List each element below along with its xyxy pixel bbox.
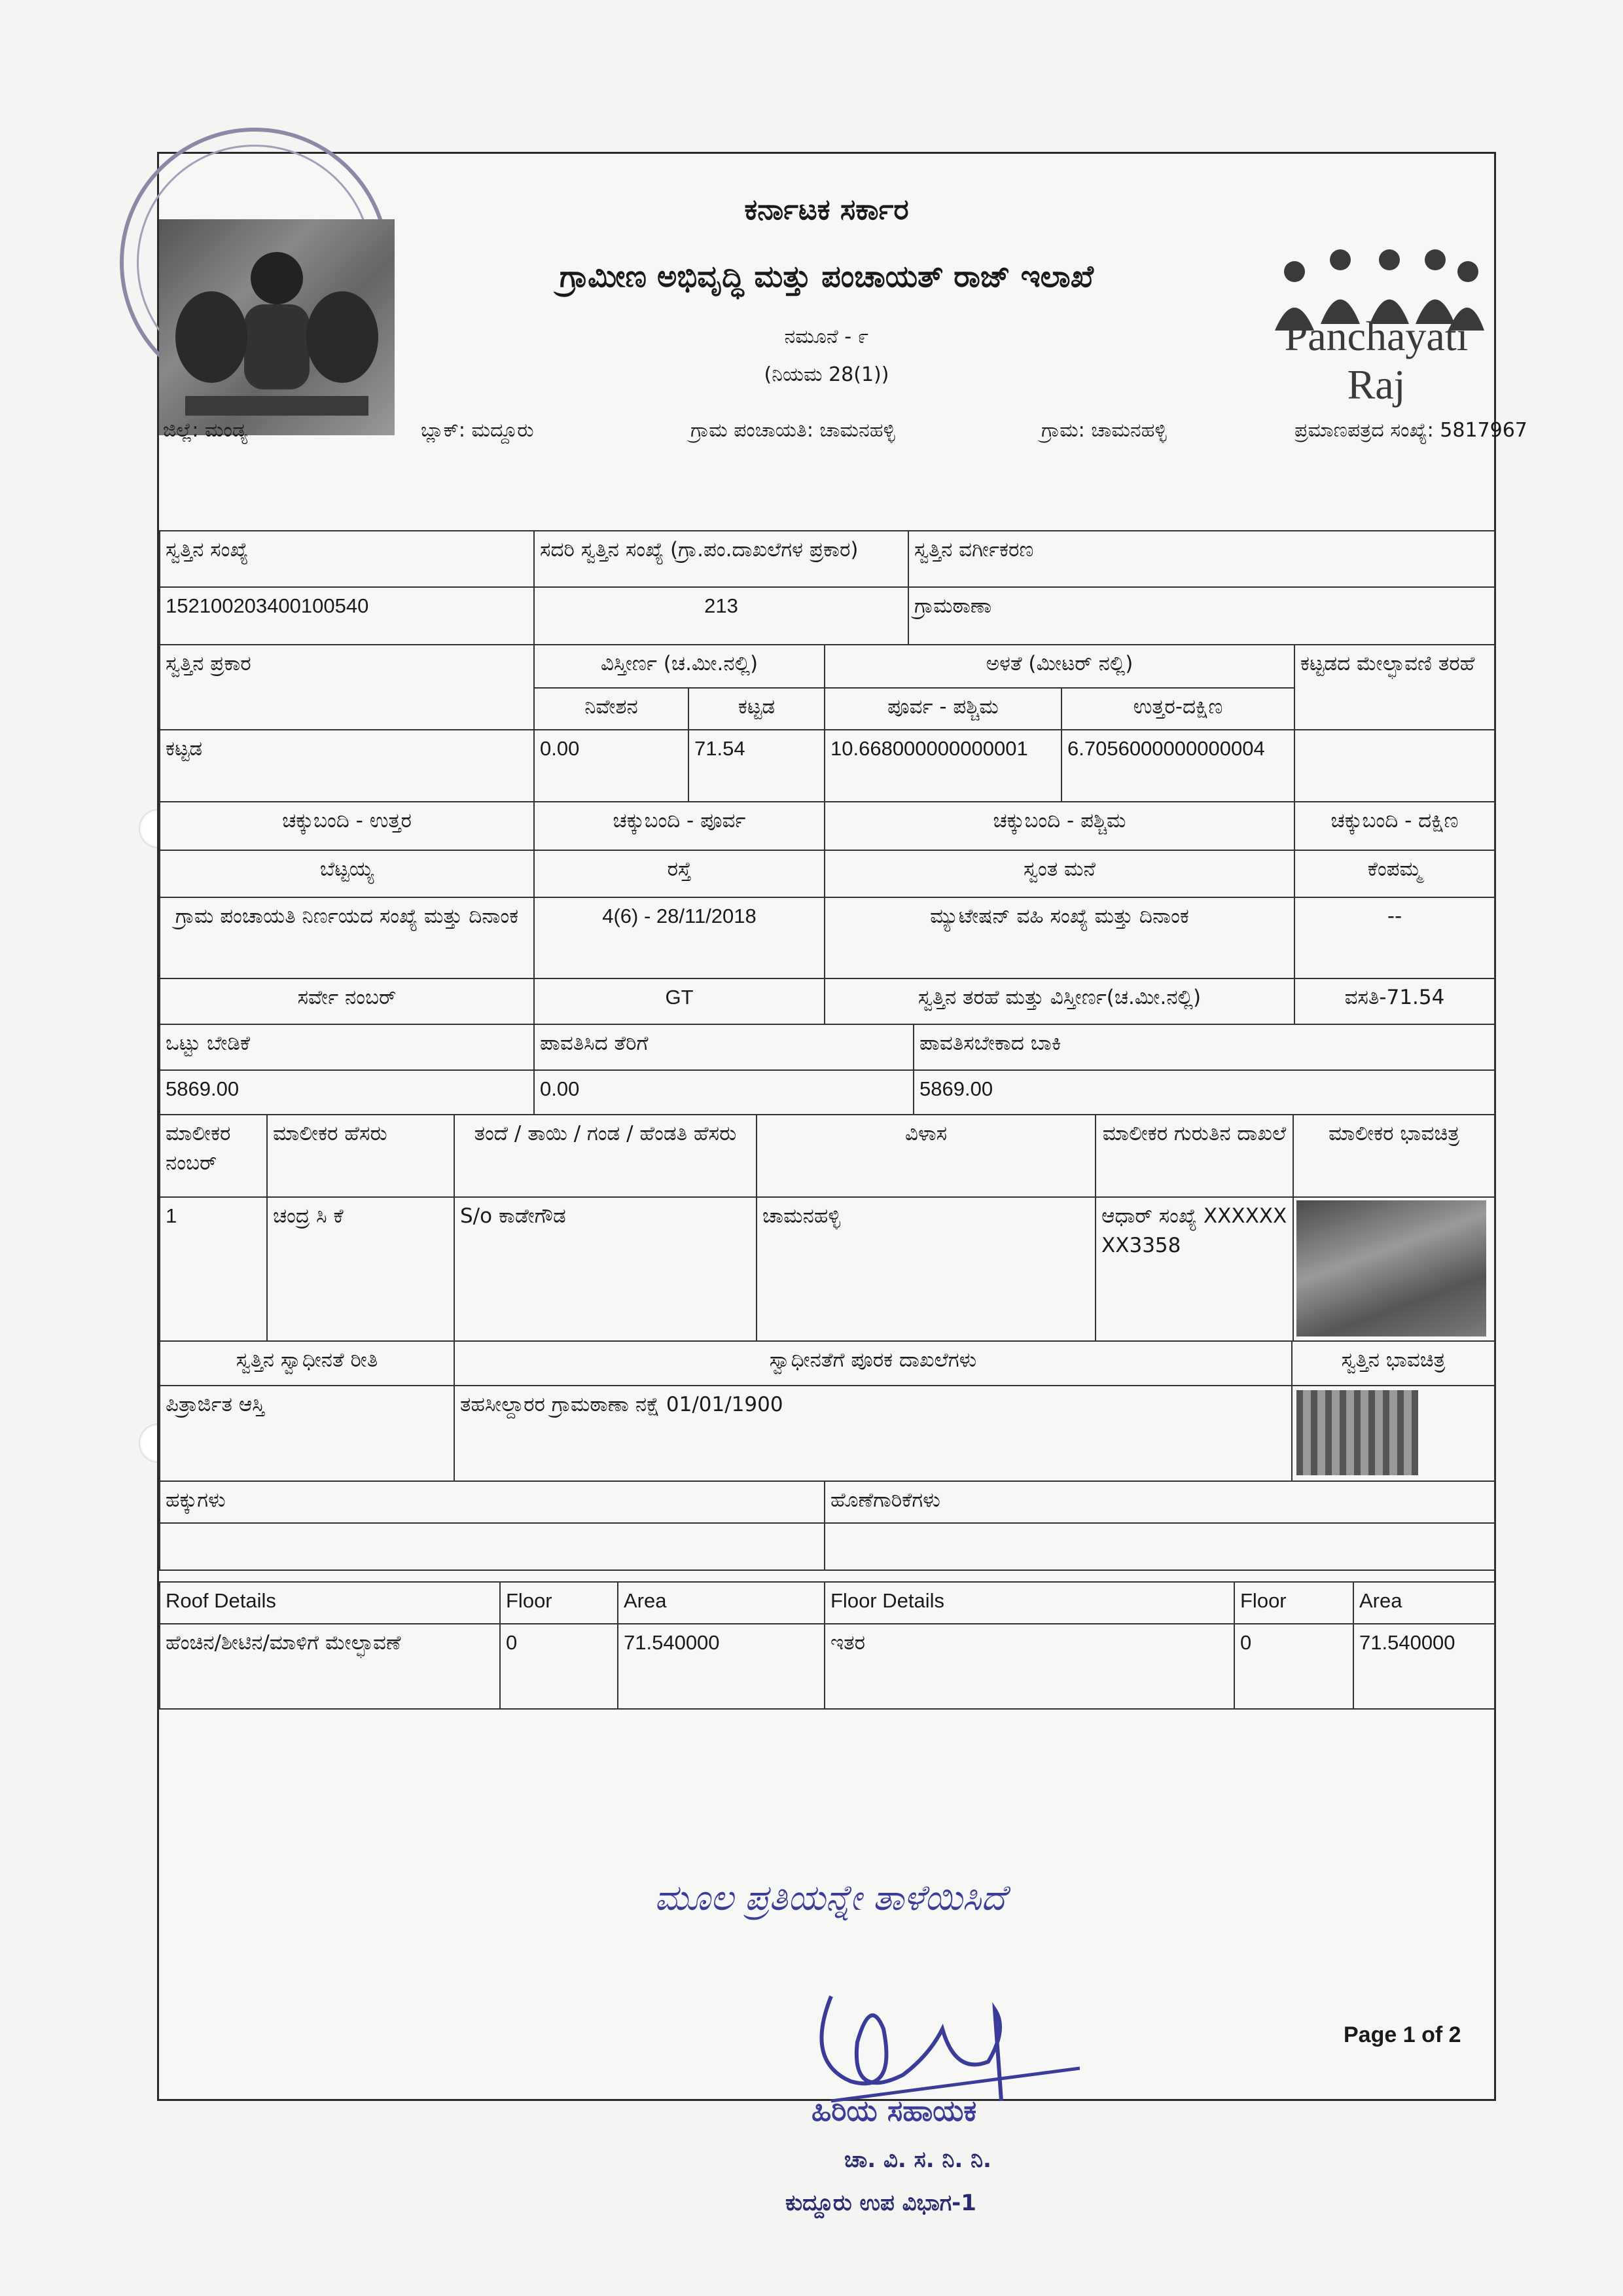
property-id-label: ಸ್ವತ್ತಿನ ಸಂಖ್ಯೆ (160, 531, 534, 587)
roof-area-label: Area (618, 1582, 825, 1624)
classification-value: ಗ್ರಾಮಠಾಣಾ (908, 587, 1495, 645)
south-label: ಚಕ್ಕುಬಂದಿ - ದಕ್ಷಿಣ (1294, 802, 1495, 850)
mutation-value: -- (1294, 897, 1495, 978)
ownership-docs-label: ಸ್ವಾಧೀನತೆಗೆ ಪೂರಕ ದಾಖಲೆಗಳು (454, 1341, 1292, 1386)
floor-details-label: Floor Details (825, 1582, 1234, 1624)
government-title: ಕರ್ನಾಟಕ ಸರ್ಕಾರ (744, 193, 909, 226)
south-value: ಕೆಂಪಮ್ಮ (1294, 850, 1495, 897)
id-document-value: ಆಧಾರ್ ಸಂಖ್ಯೆ XXXXXXXX3358 (1096, 1197, 1293, 1341)
roof-floor-value: 0 (500, 1624, 618, 1709)
type-value: ಕಟ್ಟಡ (160, 730, 534, 802)
survey-value: GT (534, 978, 825, 1024)
address-label: ವಿಳಾಸ (757, 1115, 1096, 1197)
site-label: ನಿವೇಶನ (534, 688, 688, 730)
property-photo-label: ಸ್ವತ್ತಿನ ಭಾವಚಿತ್ರ (1292, 1341, 1495, 1386)
survey-label: ಸರ್ವೇ ನಂಬರ್ (160, 978, 534, 1024)
form-number: ನಮೂನೆ - ೯ (784, 325, 869, 348)
site-value: 0.00 (534, 730, 688, 802)
property-table (159, 530, 1495, 645)
resolution-value: 4(6) - 28/11/2018 (534, 897, 825, 978)
balance-due-label: ಪಾವತಿಸಬೇಕಾದ ಬಾಕಿ (914, 1024, 1495, 1070)
owner-no-label: ಮಾಲೀಕರ ನಂಬರ್ (160, 1115, 267, 1197)
paid-tax-value: 0.00 (534, 1070, 914, 1115)
building-label: ಕಟ್ಟಡ (688, 688, 825, 730)
property-photo (1296, 1390, 1418, 1475)
address-value: ಚಾಮನಹಳ್ಳಿ (757, 1197, 1096, 1341)
tax-table (159, 1024, 1495, 1115)
ownership-table (159, 1340, 1495, 1482)
roof-type-label: ಕಟ್ಟಡದ ಮೇಲ್ಛಾವಣಿ ತರಹೆ (1294, 645, 1495, 730)
division-stamp: ಕುದ್ದೂರು ಉಪ ವಿಭಾಗ-1 (785, 2190, 976, 2216)
rights-table (159, 1480, 1495, 1571)
floor-details-value: ಇತರ (825, 1624, 1234, 1709)
building-value: 71.54 (688, 730, 825, 802)
owner-table (159, 1114, 1495, 1342)
mutation-label: ಮ್ಯುಟೇಷನ್ ವಹಿ ಸಂಖ್ಯೆ ಮತ್ತು ದಿನಾಂಕ (825, 897, 1294, 978)
location-line (159, 419, 1527, 452)
department-title: ಗ್ರಾಮೀಣ ಅಭಿವೃದ್ಧಿ ಮತ್ತು ಪಂಚಾಯತ್ ರಾಜ್ ಇಲಾಖೆ (560, 259, 1094, 294)
measure-label: ಅಳತೆ (ಮೀಟರ್ ನಲ್ಲಿ) (825, 645, 1294, 688)
rights-label: ಹಕ್ಕುಗಳು (160, 1481, 825, 1523)
north-south-label: ಉತ್ತರ-ದಕ್ಷಿಣ (1061, 688, 1294, 730)
total-demand-value: 5869.00 (160, 1070, 534, 1115)
classification-label: ಸ್ವತ್ತಿನ ವರ್ಗೀಕರಣ (908, 531, 1495, 587)
header (159, 154, 1527, 504)
west-value: ಸ್ವಂತ ಮನೆ (825, 850, 1294, 897)
type-area-label: ಸ್ವತ್ತಿನ ತರಹೆ ಮತ್ತು ವಿಸ್ತೀರ್ಣ(ಚ.ಮೀ.ನಲ್ಲಿ) (825, 978, 1294, 1024)
total-demand-label: ಒಟ್ಟು ಬೇಡಿಕೆ (160, 1024, 534, 1070)
floor-floor-label: Floor (1234, 1582, 1353, 1624)
relation-label: ತಂದೆ / ತಾಯಿ / ಗಂಡ / ಹೆಂಡತಿ ಹೆಸರು (454, 1115, 757, 1197)
property-id-value: 152100203400100540 (160, 587, 534, 645)
ownership-docs-value: ತಹಸೀಲ್ದಾರರ ಗ್ರಾಮಠಾಣಾ ನಕ್ಷೆ 01/01/1900 (454, 1386, 1292, 1481)
owner-photo (1296, 1200, 1486, 1336)
page-number: Page 1 of 2 (1344, 2022, 1461, 2047)
area-label: ವಿಸ್ತೀರ್ಣ (ಚ.ಮೀ.ನಲ್ಲಿ) (534, 645, 825, 688)
roof-floor-table (159, 1581, 1495, 1710)
relation-value: S/o ಕಾಡೇಗೌಡ (454, 1197, 757, 1341)
paid-tax-label: ಪಾವತಿಸಿದ ತೆರಿಗೆ (534, 1024, 914, 1070)
sadari-value: 213 (534, 587, 908, 645)
ownership-mode-label: ಸ್ವತ್ತಿನ ಸ್ವಾಧೀನತೆ ರೀತಿ (160, 1341, 454, 1386)
rule-number: (ನಿಯಮ 28(1)) (764, 363, 889, 386)
north-value: ಬೆಟ್ಟಯ್ಯ (160, 850, 534, 897)
owner-name-label: ಮಾಲೀಕರ ಹೆಸರು (267, 1115, 454, 1197)
type-label: ಸ್ವತ್ತಿನ ಪ್ರಕಾರ (160, 645, 534, 730)
designation-stamp: ಹಿರಿಯ ಸಹಾಯಕ (812, 2094, 977, 2128)
east-west-value: 10.668000000000001 (825, 730, 1061, 802)
floor-area-label: Area (1353, 1582, 1495, 1624)
attestation-note: ಮೂಲ ಪ್ರತಿಯನ್ನೇ ತಾಳೆಯಿಸಿದೆ (654, 1877, 1006, 1918)
gram-panchayat: ಗ್ರಾಮ ಪಂಚಾಯತಿ: ಚಾಮನಹಳ್ಳಿ (690, 419, 895, 442)
office-stamp: ಚಾ. ವಿ. ಸ. ನಿ. ನಿ. (844, 2147, 991, 2173)
floor-floor-value: 0 (1234, 1624, 1353, 1709)
type-area-value: ವಸತಿ-71.54 (1294, 978, 1495, 1024)
roof-details-value: ಹೆಂಚಿನ/ಶೀಟಿನ/ಮಾಳಿಗೆ ಮೇಲ್ಛಾವಣೆ (160, 1624, 500, 1709)
roof-details-label: Roof Details (160, 1582, 500, 1624)
certificate-number: ಪ್ರಮಾಣಪತ್ರದ ಸಂಖ್ಯೆ: 5817967 (1294, 419, 1527, 442)
floor-area-value: 71.540000 (1353, 1624, 1495, 1709)
id-document-label: ಮಾಲೀಕರ ಗುರುತಿನ ದಾಖಲೆ (1096, 1115, 1293, 1197)
roof-type-value (1294, 730, 1495, 802)
boundaries-table (159, 801, 1495, 1025)
owner-name-value: ಚಂದ್ರ ಸಿ ಕೆ (267, 1197, 454, 1341)
sadari-label: ಸದರಿ ಸ್ವತ್ತಿನ ಸಂಖ್ಯೆ (ಗ್ರಾ.ಪಂ.ದಾಖಲೆಗಳ ಪ್ರಕಾರ) (534, 531, 908, 587)
east-value: ರಸ್ತೆ (534, 850, 825, 897)
logo-text: Panchayati Raj (1284, 313, 1469, 408)
roof-floor-label: Floor (500, 1582, 618, 1624)
north-south-value: 6.7056000000000004 (1061, 730, 1294, 802)
owner-no-value: 1 (160, 1197, 267, 1341)
village: ಗ್ರಾಮ: ಚಾಮನಹಳ್ಳಿ (1041, 419, 1167, 442)
east-label: ಚಕ್ಕುಬಂದಿ - ಪೂರ್ವ (534, 802, 825, 850)
east-west-label: ಪೂರ್ವ - ಪಶ್ಚಿಮ (825, 688, 1061, 730)
roof-area-value: 71.540000 (618, 1624, 825, 1709)
west-label: ಚಕ್ಕುಬಂದಿ - ಪಶ್ಚಿಮ (825, 802, 1294, 850)
certificate-frame (157, 152, 1527, 2101)
liabilities-label: ಹೊಣೆಗಾರಿಕೆಗಳು (825, 1481, 1495, 1523)
resolution-label: ಗ್ರಾಮ ಪಂಚಾಯತಿ ನಿರ್ಣಯದ ಸಂಖ್ಯೆ ಮತ್ತು ದಿನಾಂಕ (160, 897, 534, 978)
ownership-mode-value: ಪಿತ್ರಾರ್ಜಿತ ಆಸ್ತಿ (160, 1386, 454, 1481)
owner-photo-label: ಮಾಲೀಕರ ಭಾವಚಿತ್ರ (1293, 1115, 1495, 1197)
district: ಜಿಲ್ಲೆ: ಮಂಡ್ಯ (163, 419, 248, 442)
balance-due-value: 5869.00 (914, 1070, 1495, 1115)
panchayati-raj-logo (1268, 245, 1484, 409)
block: ಬ್ಲಾಕ್: ಮದ್ದೂರು (421, 419, 534, 442)
dimensions-table (159, 644, 1495, 802)
north-label: ಚಕ್ಕುಬಂದಿ - ಉತ್ತರ (160, 802, 534, 850)
